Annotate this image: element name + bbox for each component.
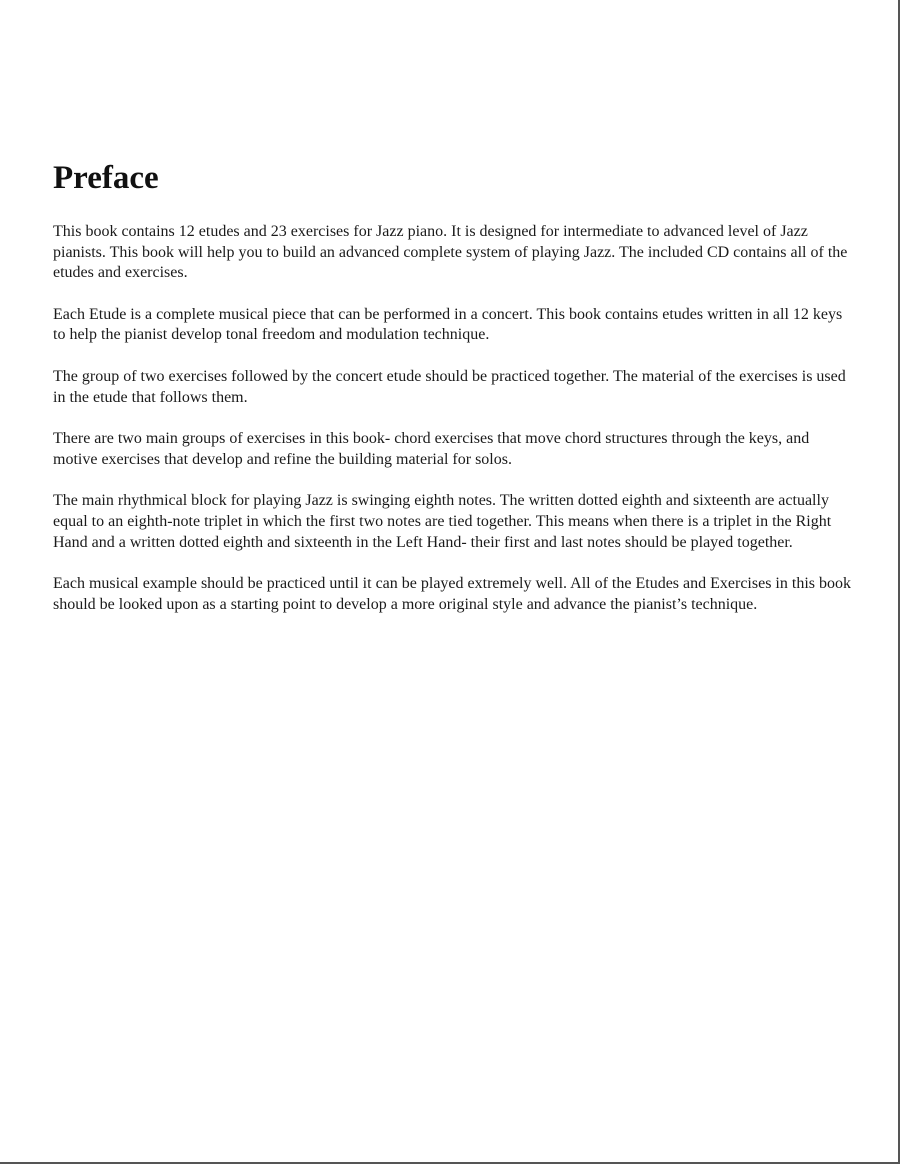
paragraph-4: There are two main groups of exercises in this book- chord exercises that move chord structures through the keys, and motive exercises that develop and refine the building material for solos. (53, 430, 810, 468)
page-content (53, 158, 853, 636)
paragraph-2: Each Etude is a complete musical piece that can be performed in a concert. This book contains etudes written in all 12 keys to help the pianist develop tonal freedom and modulation technique. (53, 305, 843, 344)
paragraph-1: This book contains 12 etudes and 23 exercises for Jazz piano. It is designed for intermediate to advanced level of Jazz pianists. This book will help you to build an advanced complete system of playing Jazz. The included CD contains all of the etudes and exercises. (53, 223, 848, 282)
paragraph-3: The group of two exercises followed by the concert etude should be practiced together. The material of the exercises is used in the etude that follows them. (53, 367, 846, 406)
paragraph-6: Each musical example should be practiced until it can be played extremely well. All of the Etudes and Exercises in this book should be looked upon as a starting point to develop a more original style and advance the pianist’s technique. (53, 575, 851, 613)
paragraph-5: The main rhythmical block for playing Jazz is swinging eighth notes. The written dotted eighth and sixteenth are actually equal to an eighth-note triplet in which the first two notes are tied together. This means when there is a triplet in the Right Hand and a written dotted eighth and sixteenth in the Left Hand- their first and last notes should be played together. (53, 492, 832, 551)
page-title: Preface (53, 160, 159, 196)
